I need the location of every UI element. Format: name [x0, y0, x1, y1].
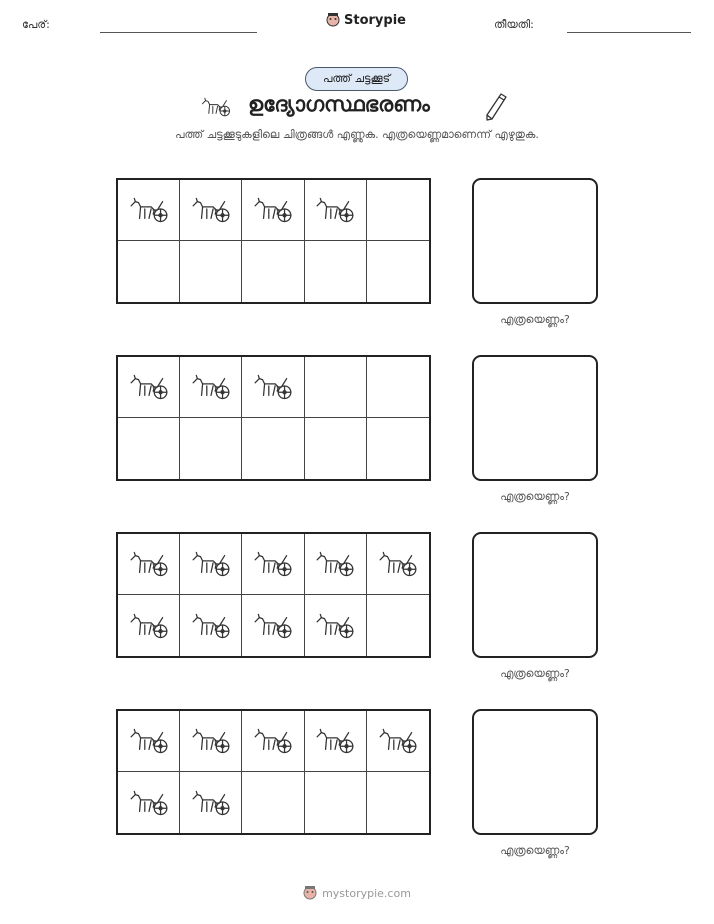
frame-cell — [118, 180, 180, 241]
answer-label-2: എത്രയെണ്ണം? — [500, 490, 570, 503]
frame-cell — [367, 711, 429, 772]
mascot-icon — [303, 885, 317, 901]
frame-cell — [242, 180, 304, 241]
frame-cell — [305, 534, 367, 595]
frame-cell — [118, 534, 180, 595]
frame-cell — [180, 180, 242, 241]
frame-cell — [367, 241, 429, 302]
frame-cell — [367, 418, 429, 479]
horse-chariot-icon — [252, 196, 294, 224]
frame-cell — [305, 357, 367, 418]
answer-label-1: എത്രയെണ്ണം? — [500, 313, 570, 326]
footer-url: mystorypie.com — [322, 886, 411, 900]
frame-cell — [242, 534, 304, 595]
horse-chariot-icon — [190, 789, 232, 817]
answer-label-3: എത്രയെണ്ണം? — [500, 667, 570, 680]
frame-cell — [305, 595, 367, 656]
answer-box-1[interactable] — [472, 178, 598, 304]
mascot-icon — [326, 12, 340, 28]
frame-cell — [118, 711, 180, 772]
answer-label-4: എത്രയെണ്ണം? — [500, 844, 570, 857]
answer-box-4[interactable] — [472, 709, 598, 835]
frame-cell — [305, 418, 367, 479]
instructions: പത്ത് ചട്ടക്കൂടുകളിലെ ചിത്രങ്ങൾ എണ്ണുക. എത്രയെണ്ണമാണെന്ന് എഴുതുക. — [175, 128, 539, 141]
frame-cell — [180, 241, 242, 302]
frame-cell — [118, 418, 180, 479]
horse-chariot-icon — [314, 196, 356, 224]
frame-cell — [242, 711, 304, 772]
date-label: തീയതി: — [494, 18, 534, 31]
date-line — [567, 32, 691, 33]
frame-cell — [180, 357, 242, 418]
horse-chariot-icon — [128, 727, 170, 755]
brand-logo — [326, 12, 406, 28]
name-line — [100, 32, 257, 33]
frame-cell — [367, 534, 429, 595]
frame-cell — [242, 357, 304, 418]
frame-cell — [118, 772, 180, 833]
frame-cell — [305, 180, 367, 241]
pencil-icon — [484, 92, 508, 122]
frame-cell — [367, 180, 429, 241]
horse-chariot-icon — [128, 550, 170, 578]
ten-frame-4 — [116, 709, 431, 835]
horse-chariot-icon — [128, 196, 170, 224]
horse-chariot-icon — [252, 727, 294, 755]
answer-box-2[interactable] — [472, 355, 598, 481]
frame-cell — [242, 595, 304, 656]
horse-chariot-icon — [190, 612, 232, 640]
frame-cell — [242, 241, 304, 302]
frame-cell — [118, 595, 180, 656]
ten-frame-3 — [116, 532, 431, 658]
frame-cell — [118, 357, 180, 418]
horse-chariot-icon — [190, 727, 232, 755]
ten-frame-2 — [116, 355, 431, 481]
frame-cell — [242, 418, 304, 479]
horse-chariot-icon — [200, 96, 232, 118]
frame-cell — [305, 711, 367, 772]
frame-cell — [367, 595, 429, 656]
page-title: ഉദ്യോഗസ്ഥഭരണം — [248, 92, 430, 116]
frame-cell — [305, 241, 367, 302]
horse-chariot-icon — [377, 550, 419, 578]
horse-chariot-icon — [252, 612, 294, 640]
worksheet-tag: പത്ത് ചട്ടക്കൂട് — [305, 67, 408, 91]
frame-cell — [180, 418, 242, 479]
horse-chariot-icon — [252, 550, 294, 578]
frame-cell — [367, 357, 429, 418]
horse-chariot-icon — [128, 789, 170, 817]
horse-chariot-icon — [190, 550, 232, 578]
horse-chariot-icon — [190, 373, 232, 401]
frame-cell — [180, 534, 242, 595]
frame-cell — [180, 711, 242, 772]
frame-cell — [367, 772, 429, 833]
horse-chariot-icon — [314, 612, 356, 640]
horse-chariot-icon — [314, 727, 356, 755]
title-row — [200, 92, 510, 124]
ten-frame-1 — [116, 178, 431, 304]
frame-cell — [242, 772, 304, 833]
horse-chariot-icon — [252, 373, 294, 401]
frame-cell — [180, 772, 242, 833]
name-label: പേര്: — [22, 18, 50, 31]
footer — [0, 885, 714, 901]
frame-cell — [180, 595, 242, 656]
horse-chariot-icon — [128, 373, 170, 401]
frame-cell — [305, 772, 367, 833]
horse-chariot-icon — [314, 550, 356, 578]
brand-name: Storypie — [344, 12, 406, 28]
horse-chariot-icon — [128, 612, 170, 640]
horse-chariot-icon — [190, 196, 232, 224]
horse-chariot-icon — [377, 727, 419, 755]
answer-box-3[interactable] — [472, 532, 598, 658]
frame-cell — [118, 241, 180, 302]
